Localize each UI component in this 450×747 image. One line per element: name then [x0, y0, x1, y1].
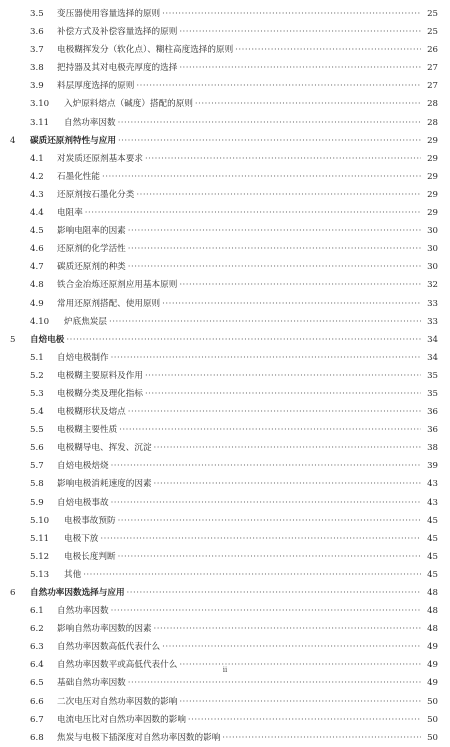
toc-entry-title-line: [57, 276, 450, 294]
toc-entry-title: 焦炭与电极下插深度对自然功率因数的影响: [57, 732, 221, 743]
toc-entry-title-line: [64, 114, 450, 132]
toc-entry-title: 自焙电极: [30, 334, 65, 345]
toc-entry-page: 28: [427, 117, 438, 128]
toc-entry-title-line: [30, 331, 450, 349]
dot-leader: [235, 41, 421, 59]
toc-section-entry[interactable]: [0, 421, 450, 439]
toc-entry-number: 5.3: [30, 388, 44, 399]
toc-entry-page: 43: [427, 497, 438, 508]
toc-entry-number: 4.4: [30, 208, 44, 219]
toc-section-entry[interactable]: [0, 114, 450, 132]
toc-section-entry[interactable]: [0, 5, 450, 23]
toc-entry-number: 6.7: [30, 714, 44, 725]
toc-entry-title-line: [30, 132, 450, 150]
toc-section-entry[interactable]: [0, 729, 450, 747]
toc-section-entry[interactable]: [0, 95, 450, 113]
toc-entry-title: 自然功率因数高低代表什么: [57, 642, 161, 653]
toc-entry-page: 29: [427, 153, 438, 164]
toc-entry-page: 45: [427, 569, 438, 580]
toc-chapter-entry[interactable]: [0, 132, 450, 150]
toc-entry-number: 4.2: [30, 171, 44, 182]
toc-entry-page: 48: [427, 624, 438, 635]
dot-leader: [145, 367, 421, 385]
toc-entry-title: 自焙电极焙烧: [57, 461, 109, 472]
toc-entry-number: 5.13: [30, 569, 50, 580]
toc-entry-title: 电极长度判断: [64, 551, 116, 562]
toc-entry-title: 常用还原剂搭配、使用原则: [57, 298, 161, 309]
toc-entry-page: 49: [427, 660, 438, 671]
toc-entry-page: 45: [427, 515, 438, 526]
dot-leader: [100, 530, 421, 548]
toc-section-entry[interactable]: [0, 41, 450, 59]
toc-section-entry[interactable]: [0, 674, 450, 692]
toc-entry-title-line: [57, 602, 450, 620]
toc-entry-title: 电极糊分类及理化指标: [57, 388, 143, 399]
toc-entry-title: 电极糊导电、挥发、沉淀: [57, 443, 152, 454]
toc-entry-number: 5.7: [30, 461, 44, 472]
toc-entry-title-line: [57, 729, 450, 747]
toc-entry-number: 5.2: [30, 370, 44, 381]
toc-entry-number: 4: [10, 135, 16, 146]
toc-section-entry[interactable]: [0, 620, 450, 638]
dot-leader: [195, 95, 421, 113]
toc-entry-title-line: [57, 457, 450, 475]
toc-entry-title-line: [57, 494, 450, 512]
toc-entry-title: 其他: [64, 569, 82, 580]
toc-entry-number: 4.3: [30, 189, 44, 200]
toc-section-entry[interactable]: [0, 475, 450, 493]
toc-entry-title-line: [57, 295, 450, 313]
toc-entry-number: 3.5: [30, 9, 44, 19]
toc-entry-title: 补偿方式及补偿容量选择的原则: [57, 27, 178, 38]
toc-entry-title: 石墨化性能: [57, 171, 100, 182]
dot-leader: [179, 693, 421, 711]
dot-leader: [154, 620, 421, 638]
toc-entry-title: 铁合金冶炼还原剂应用基本原则: [57, 280, 178, 291]
toc-entry-number: 4.7: [30, 262, 44, 273]
toc-entry-number: 6.1: [30, 606, 44, 617]
toc-entry-title: 电极事故预防: [64, 515, 116, 526]
dot-leader: [111, 457, 421, 475]
toc-entry-page: 27: [427, 63, 438, 74]
toc-entry-number: 5.4: [30, 407, 44, 418]
toc-entry-title: 影响电阻率的因素: [57, 226, 126, 237]
dot-leader: [127, 584, 421, 602]
toc-entry-page: 39: [427, 461, 438, 472]
toc-section-entry[interactable]: [0, 367, 450, 385]
dot-leader: [145, 150, 421, 168]
toc-entry-number: 5.12: [30, 551, 50, 562]
toc-entry-page: 49: [427, 678, 438, 689]
toc-entry-number: 5.10: [30, 515, 50, 526]
toc-entry-page: 27: [427, 81, 438, 92]
toc-section-entry[interactable]: [0, 276, 450, 294]
toc-entry-number: 3.10: [30, 99, 50, 110]
toc-entry-title-line: [57, 403, 450, 421]
toc-entry-title: 电流电压比对自然功率因数的影响: [57, 714, 186, 725]
toc-section-entry[interactable]: [0, 457, 450, 475]
toc-entry-number: 5: [10, 334, 16, 345]
toc-entry-page: 38: [427, 443, 438, 454]
toc-entry-page: 35: [427, 370, 438, 381]
toc-section-entry[interactable]: [0, 512, 450, 530]
toc-entry-title-line: [57, 240, 450, 258]
toc-entry-number: 4.9: [30, 298, 44, 309]
dot-leader: [162, 295, 421, 313]
toc-entry-title: 影响电极消耗速度的因素: [57, 479, 152, 490]
toc-entry-page: 28: [427, 99, 438, 110]
toc-entry-number: 5.5: [30, 425, 44, 436]
toc-entry-page: 50: [427, 732, 438, 743]
toc-entry-number: 4.1: [30, 153, 44, 164]
toc-entry-title: 把持器及其对电极壳厚度的选择: [57, 63, 178, 74]
toc-entry-title-line: [57, 23, 450, 41]
toc-entry-title-line: [57, 439, 450, 457]
toc-entry-page: 34: [427, 334, 438, 345]
toc-entry-title-line: [57, 204, 450, 222]
dot-leader: [118, 114, 421, 132]
toc-section-entry[interactable]: [0, 168, 450, 186]
dot-leader: [179, 59, 421, 77]
toc-section-entry[interactable]: [0, 638, 450, 656]
dot-leader: [136, 186, 421, 204]
toc-entry-title-line: [57, 168, 450, 186]
toc-section-entry[interactable]: [0, 566, 450, 584]
toc-entry-title: 还原剂的化学活性: [57, 244, 126, 255]
toc-section-entry[interactable]: [0, 59, 450, 77]
toc-entry-title: 还原剂按石墨化分类: [57, 189, 135, 200]
dot-leader: [128, 403, 421, 421]
dot-leader: [128, 222, 421, 240]
dot-leader: [119, 421, 421, 439]
dot-leader: [118, 512, 421, 530]
dot-leader: [85, 204, 421, 222]
toc-entry-title-line: [57, 638, 450, 656]
toc-entry-number: 5.6: [30, 443, 44, 454]
toc-entry-title-line: [57, 385, 450, 403]
toc-entry-number: 3.9: [30, 81, 44, 92]
toc-section-entry[interactable]: [0, 494, 450, 512]
toc-entry-page: 49: [427, 642, 438, 653]
toc-section-entry[interactable]: [0, 222, 450, 240]
toc-entry-page: 45: [427, 533, 438, 544]
toc-section-entry[interactable]: [0, 349, 450, 367]
toc-entry-title-line: [30, 584, 450, 602]
toc-entry-title-line: [57, 59, 450, 77]
toc-section-entry[interactable]: [0, 23, 450, 41]
dot-leader: [111, 602, 421, 620]
toc-entry-page: 30: [427, 244, 438, 255]
toc-entry-number: 6.6: [30, 696, 44, 707]
toc-entry-title-line: [57, 5, 450, 23]
toc-entry-page: 36: [427, 407, 438, 418]
toc-entry-number: 5.9: [30, 497, 44, 508]
toc-entry-page: 36: [427, 425, 438, 436]
toc-chapter-entry[interactable]: [0, 584, 450, 602]
toc-entry-number: 4.10: [30, 316, 50, 327]
toc-entry-number: 6.8: [30, 732, 44, 743]
toc-entry-page: 33: [427, 298, 438, 309]
toc-entry-title-line: [57, 258, 450, 276]
toc-entry-title-line: [64, 530, 450, 548]
toc-section-entry[interactable]: [0, 385, 450, 403]
toc-entry-title: 二次电压对自然功率因数的影响: [57, 696, 178, 707]
toc-list: [0, 5, 450, 747]
dot-leader: [136, 77, 421, 95]
toc-section-entry[interactable]: [0, 295, 450, 313]
dot-leader: [128, 240, 421, 258]
toc-entry-number: 3.7: [30, 45, 44, 56]
toc-entry-page: 35: [427, 388, 438, 399]
toc-section-entry[interactable]: [0, 602, 450, 620]
dot-leader: [66, 331, 421, 349]
toc-entry-title-line: [57, 349, 450, 367]
toc-entry-page: 30: [427, 262, 438, 273]
toc-section-entry[interactable]: [0, 240, 450, 258]
toc-entry-title-line: [64, 548, 450, 566]
dot-leader: [154, 475, 421, 493]
toc-entry-title: 电极下放: [64, 533, 99, 544]
toc-entry-title-line: [64, 95, 450, 113]
toc-entry-title-line: [57, 186, 450, 204]
page-footer-number: ii: [222, 666, 228, 674]
toc-entry-title-line: [64, 512, 450, 530]
dot-leader: [118, 548, 421, 566]
toc-entry-title-line: [57, 693, 450, 711]
toc-entry-number: 6.4: [30, 660, 44, 671]
toc-entry-page: 33: [427, 316, 438, 327]
toc-entry-title: 自然功率因数平或高低代表什么: [57, 660, 178, 671]
toc-entry-page: 50: [427, 714, 438, 725]
toc-entry-page: 30: [427, 226, 438, 237]
toc-entry-page: 48: [427, 606, 438, 617]
toc-entry-title: 自然功率因数选择与应用: [30, 588, 125, 598]
toc-section-entry[interactable]: [0, 313, 450, 331]
toc-section-entry[interactable]: [0, 150, 450, 168]
toc-entry-title: 基础自然功率因数: [57, 678, 126, 689]
dot-leader: [83, 566, 421, 584]
toc-entry-number: 5.8: [30, 479, 44, 490]
toc-entry-page: 29: [427, 135, 438, 146]
toc-section-entry[interactable]: [0, 258, 450, 276]
toc-entry-page: 32: [427, 280, 438, 291]
toc-entry-number: 5.11: [30, 533, 50, 544]
toc-entry-title-line: [57, 222, 450, 240]
toc-entry-number: 6.3: [30, 642, 44, 653]
dot-leader: [179, 276, 421, 294]
toc-entry-title-line: [57, 77, 450, 95]
toc-entry-title: 电极糊挥发分（软化点）、糊柱高度选择的原则: [57, 45, 234, 56]
toc-entry-title: 影响自然功率因数的因素: [57, 624, 152, 635]
toc-entry-title: 自焙电极事故: [57, 497, 109, 508]
toc-entry-page: 29: [427, 208, 438, 219]
toc-entry-number: 4.6: [30, 244, 44, 255]
dot-leader: [162, 5, 421, 23]
toc-entry-title: 变压器使用容量选择的原则: [57, 9, 161, 19]
toc-entry-number: 4.8: [30, 280, 44, 291]
toc-entry-page: 34: [427, 352, 438, 363]
toc-section-entry[interactable]: [0, 204, 450, 222]
toc-entry-title: 自然功率因数: [57, 606, 109, 617]
dot-leader: [102, 168, 421, 186]
toc-section-entry[interactable]: [0, 77, 450, 95]
toc-entry-title: 电极糊主要原料及作用: [57, 370, 143, 381]
toc-entry-number: 3.11: [30, 117, 50, 128]
toc-entry-title-line: [57, 41, 450, 59]
toc-section-entry[interactable]: [0, 548, 450, 566]
toc-entry-page: 25: [427, 27, 438, 38]
toc-entry-title-line: [57, 711, 450, 729]
toc-section-entry[interactable]: [0, 186, 450, 204]
toc-entry-title: 碳质还原剂的种类: [57, 262, 126, 273]
toc-entry-title-line: [57, 674, 450, 692]
toc-entry-title: 电阻率: [57, 208, 83, 219]
toc-section-entry[interactable]: [0, 693, 450, 711]
toc-entry-title: 自焙电极制作: [57, 352, 109, 363]
toc-entry-number: 3.8: [30, 63, 44, 74]
toc-section-entry[interactable]: [0, 403, 450, 421]
toc-entry-title-line: [57, 150, 450, 168]
toc-section-entry[interactable]: [0, 530, 450, 548]
dot-leader: [179, 23, 421, 41]
toc-entry-title: 对炭质还原剂基本要求: [57, 153, 143, 164]
dot-leader: [222, 729, 421, 747]
toc-entry-page: 45: [427, 551, 438, 562]
toc-chapter-entry[interactable]: [0, 331, 450, 349]
toc-entry-title-line: [57, 367, 450, 385]
dot-leader: [111, 494, 421, 512]
dot-leader: [154, 439, 421, 457]
toc-entry-number: 5.1: [30, 352, 44, 363]
toc-entry-title-line: [57, 421, 450, 439]
toc-section-entry[interactable]: [0, 711, 450, 729]
dot-leader: [128, 674, 421, 692]
toc-section-entry[interactable]: [0, 439, 450, 457]
dot-leader: [128, 258, 421, 276]
toc-entry-title: 碳质还原剂特性与应用: [30, 135, 116, 146]
toc-entry-title: 自然功率因数: [64, 117, 116, 128]
toc-entry-title-line: [64, 313, 450, 331]
toc-entry-number: 6: [10, 588, 16, 598]
dot-leader: [188, 711, 421, 729]
dot-leader: [118, 132, 421, 150]
toc-entry-page: 50: [427, 696, 438, 707]
toc-entry-title-line: [57, 620, 450, 638]
toc-entry-title: 料层厚度选择的原则: [57, 81, 135, 92]
toc-entry-page: 25: [427, 9, 438, 19]
toc-entry-title: 电极糊形状及熔点: [57, 407, 126, 418]
toc-entry-page: 43: [427, 479, 438, 490]
toc-entry-page: 29: [427, 171, 438, 182]
toc-entry-title: 入炉原料熔点（碱度）搭配的原则: [64, 99, 193, 110]
toc-entry-title-line: [57, 475, 450, 493]
dot-leader: [109, 313, 421, 331]
toc-entry-number: 3.6: [30, 27, 44, 38]
toc-entry-title: 电极糊主要性质: [57, 425, 118, 436]
toc-entry-number: 6.2: [30, 624, 44, 635]
dot-leader: [162, 638, 421, 656]
toc-entry-title: 炉底焦炭层: [64, 316, 107, 327]
dot-leader: [111, 349, 421, 367]
toc-entry-page: 48: [427, 588, 438, 598]
toc-entry-number: 6.5: [30, 678, 44, 689]
toc-entry-page: 26: [427, 45, 438, 56]
toc-entry-number: 4.5: [30, 226, 44, 237]
toc-entry-title-line: [64, 566, 450, 584]
toc-entry-page: 29: [427, 189, 438, 200]
dot-leader: [145, 385, 421, 403]
